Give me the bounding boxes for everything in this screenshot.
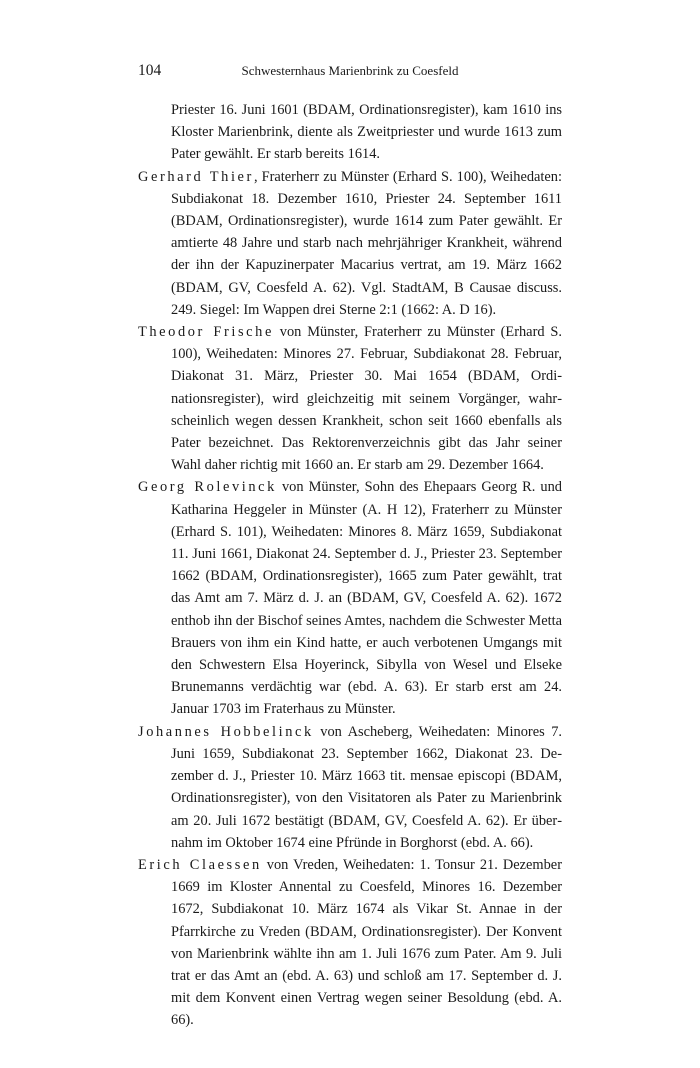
entry-name: Erich Claessen xyxy=(138,856,262,873)
entry-continuation xyxy=(138,99,562,166)
entry-text: von Münster, Sohn des Ehepaars Georg R. und Katharina Heggeler in Münster (A. H 12), Fraterherr zu Münster (Erhard S. 101), Weihedaten: Minores 8. März 1659, Subdiakonat 11. Juni 1661, Diakonat 24. September d. J., Priester 23. September 1662 (BDAM, Ordinationsregister), 1665 zum Pater gewählt, trat das Amt am 7. März d. J. an (BDAM, GV, Coesfeld A. 62). 1672 enthob ihn der Bischof seines Amtes, nachdem die Schwester Metta Brauers von ihm ein Kind hatte, er auch verbotenen Umgangs mit den Schwestern Elsa Hoyerinck, Sibylla von Wesel und Elseke Brunemanns verdächtig war (ebd. A. 63). Er starb erst am 24. Januar 1703 im Fraterhaus zu Münster. xyxy=(171,479,562,718)
entry-text: , Fraterherr zu Münster (Erhard S. 100), Weihedaten: Subdiakonat 18. Dezember 1610, Priester 24. September 1611 (BDAM, Ordinationsregister), wurde 1614 zum Pater gewählt. Er amtierte 48 Jahre und starb nach mehrjähriger Krankheit, während der ihn der Kapuzinerpater Macarius vertrat, am 19. März 1662 (BDAM, GV, Coesfeld A. 62). Vgl. StadtAM, B Causae discuss. 249. Siegel: Im Wappen drei Sterne 2:1 (1662: A. D 16). xyxy=(171,168,562,318)
entry-georg-rolevinck xyxy=(138,476,562,720)
entry-name: Gerhard Thier xyxy=(138,168,254,185)
entry-theodor-frische xyxy=(138,321,562,476)
entry-gerhard-thier xyxy=(138,166,562,321)
running-title: Schwesternhaus Marienbrink zu Coesfeld xyxy=(241,63,459,78)
entry-johannes-hobbelinck xyxy=(138,721,562,854)
entry-text: von Ascheberg, Weihedaten: Minores 7. Juni 1659, Subdiakonat 23. September 1662, Diakonat 23. Dezember d. J., Priester 10. März 1663 tit. mensae episcopi (BDAM, Ordinationsregister), von den Visitatoren als Pater zu Marienbrink am 20. Juli 1672 bestätigt (BDAM, GV, Coesfeld A. 62). Er übernahm im Oktober 1674 eine Pfründe in Borghorst (ebd. A. 66). xyxy=(171,723,562,851)
page-number: 104 xyxy=(138,62,162,79)
entry-list xyxy=(138,99,562,1032)
entry-name: Georg Rolevinck xyxy=(138,479,277,496)
entry-name: Johannes Hobbelinck xyxy=(138,723,314,740)
entry-text: von Münster, Fraterherr zu Münster (Erhard S. 100), Weihedaten: Minores 27. Februar, Subdiakonat 28. Februar, Diakonat 31. März, Priester 30. Mai 1654 (BDAM, Ordinationsregister), wird gleichzeitig mit seinem Vorgänger, wahrscheinlich wegen dessen Krankheit, schon seit 1660 ebenfalls als Pater bezeichnet. Das Rektorenverzeichnis gibt das Jahr seiner Wahl daher richtig mit 1660 an. Er starb am 29. Dezember 1664. xyxy=(171,324,562,474)
entry-text: von Vreden, Weihedaten: 1. Tonsur 21. Dezember 1669 im Kloster Annental zu Coesfeld, Minores 16. Dezember 1672, Subdiakonat 10. März 1674 als Vikar St. Annae in der Pfarrkirche zu Vreden (BDAM, Ordinationsregister). Der Konvent von Marienbrink wählte ihn am 1. Juli 1676 zum Pater. Am 9. Juli trat er das Amt an (ebd. A. 63) und schloß am 17. September d. J. mit dem Konvent einen Vertrag wegen seiner Besoldung (ebd. A. 66). xyxy=(171,856,562,1029)
entry-erich-claessen xyxy=(138,854,562,1032)
entry-text: Priester 16. Juni 1601 (BDAM, Ordinationsregister), kam 1610 ins Kloster Marienbrink, diente als Zweitpriester und wurde 1613 zum Pater gewählt. Er starb bereits 1614. xyxy=(171,102,562,163)
entry-name: Theodor Frische xyxy=(138,324,274,341)
page-header xyxy=(138,62,562,82)
